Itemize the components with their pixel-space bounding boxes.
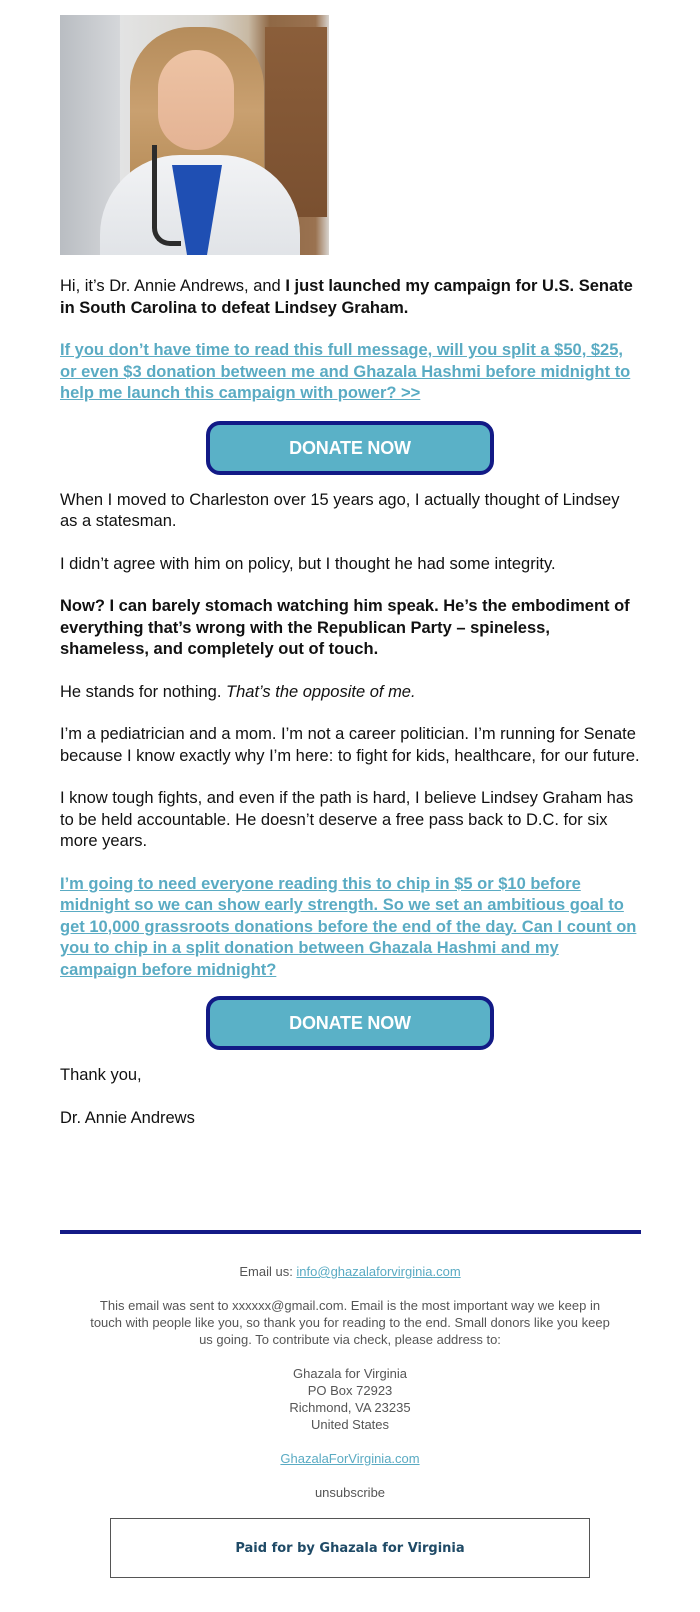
- footer-website-link[interactable]: GhazalaForVirginia.com: [280, 1451, 420, 1466]
- footer-divider: [60, 1230, 641, 1234]
- paragraph-pediatrician: I’m a pediatrician and a mom. I’m not a career politician. I’m running for Senate because I know exactly why I’m here: to fight for kids, healthcare, for our future.: [60, 725, 640, 765]
- donate-now-button[interactable]: DONATE NOW: [206, 421, 494, 475]
- signature: Dr. Annie Andrews: [60, 1108, 195, 1127]
- footer-notice: This email was sent to xxxxxx@gmail.com. Email is the most important way we keep in touch with people like you, so thank you for reading to the end. Small donors like you keep us going. To contribute via check, please address to:: [90, 1298, 610, 1347]
- footer-address: [85, 1365, 615, 1433]
- footer-email-line: Email us: info@ghazalaforvirginia.com: [239, 1264, 461, 1279]
- paid-for-disclaimer: [110, 1518, 590, 1578]
- donate-now-button-2[interactable]: DONATE NOW: [206, 996, 494, 1050]
- paragraph-tough-fights: I know tough fights, and even if the path is hard, I believe Lindsey Graham has to be held accountable. He doesn’t deserve a free pass back to D.C. for six more years.: [60, 789, 634, 850]
- donation-ask-paragraph: [60, 340, 640, 405]
- paragraph-moved: When I moved to Charleston over 15 years ago, I actually thought of Lindsey as a statesman.: [60, 490, 620, 530]
- address-line: PO Box 72923: [307, 1383, 393, 1398]
- footer-email-link[interactable]: info@ghazalaforvirginia.com: [296, 1264, 461, 1279]
- paragraph-now: Now? I can barely stomach watching him speak. He’s the embodiment of everything that’s wrong with the Republican Party – spineless, shameless, and completely out of touch.: [60, 597, 630, 658]
- candidate-photo: [60, 15, 329, 255]
- unsubscribe-link[interactable]: unsubscribe: [314, 1485, 386, 1500]
- address-line: United States: [310, 1417, 390, 1432]
- intro-paragraph: Hi, it’s Dr. Annie Andrews, and I just launched my campaign for U.S. Senate in South Carolina to defeat Lindsey Graham.: [60, 277, 633, 317]
- donation-ask-link-2[interactable]: I’m going to need everyone reading this to chip in $5 or $10 before midnight so we can show early strength. So we set an ambitious goal to get 10,000 grassroots donations before the end of the day. Can I count on you to chip in a split donation between Ghazala Hashmi and my campaign before midnight?: [60, 874, 637, 979]
- paid-for-text: Paid for by Ghazala for Virginia: [235, 1540, 465, 1556]
- donation-ask-paragraph-2: [60, 874, 640, 982]
- thanks-line: Thank you,: [60, 1066, 142, 1084]
- paragraph-agree: I didn’t agree with him on policy, but I thought he had some integrity.: [60, 554, 556, 573]
- donation-ask-link[interactable]: If you don’t have time to read this full message, will you split a $50, $25, or even $3 donation between me and Ghazala Hashmi before midnight to help me launch this campaign with power? >>: [60, 341, 631, 402]
- address-line: Richmond, VA 23235: [289, 1400, 411, 1415]
- address-line: Ghazala for Virginia: [293, 1366, 407, 1381]
- footer: [85, 1263, 615, 1518]
- email-body: [60, 15, 640, 1129]
- paragraph-stands: He stands for nothing. That’s the opposite of me.: [60, 682, 416, 701]
